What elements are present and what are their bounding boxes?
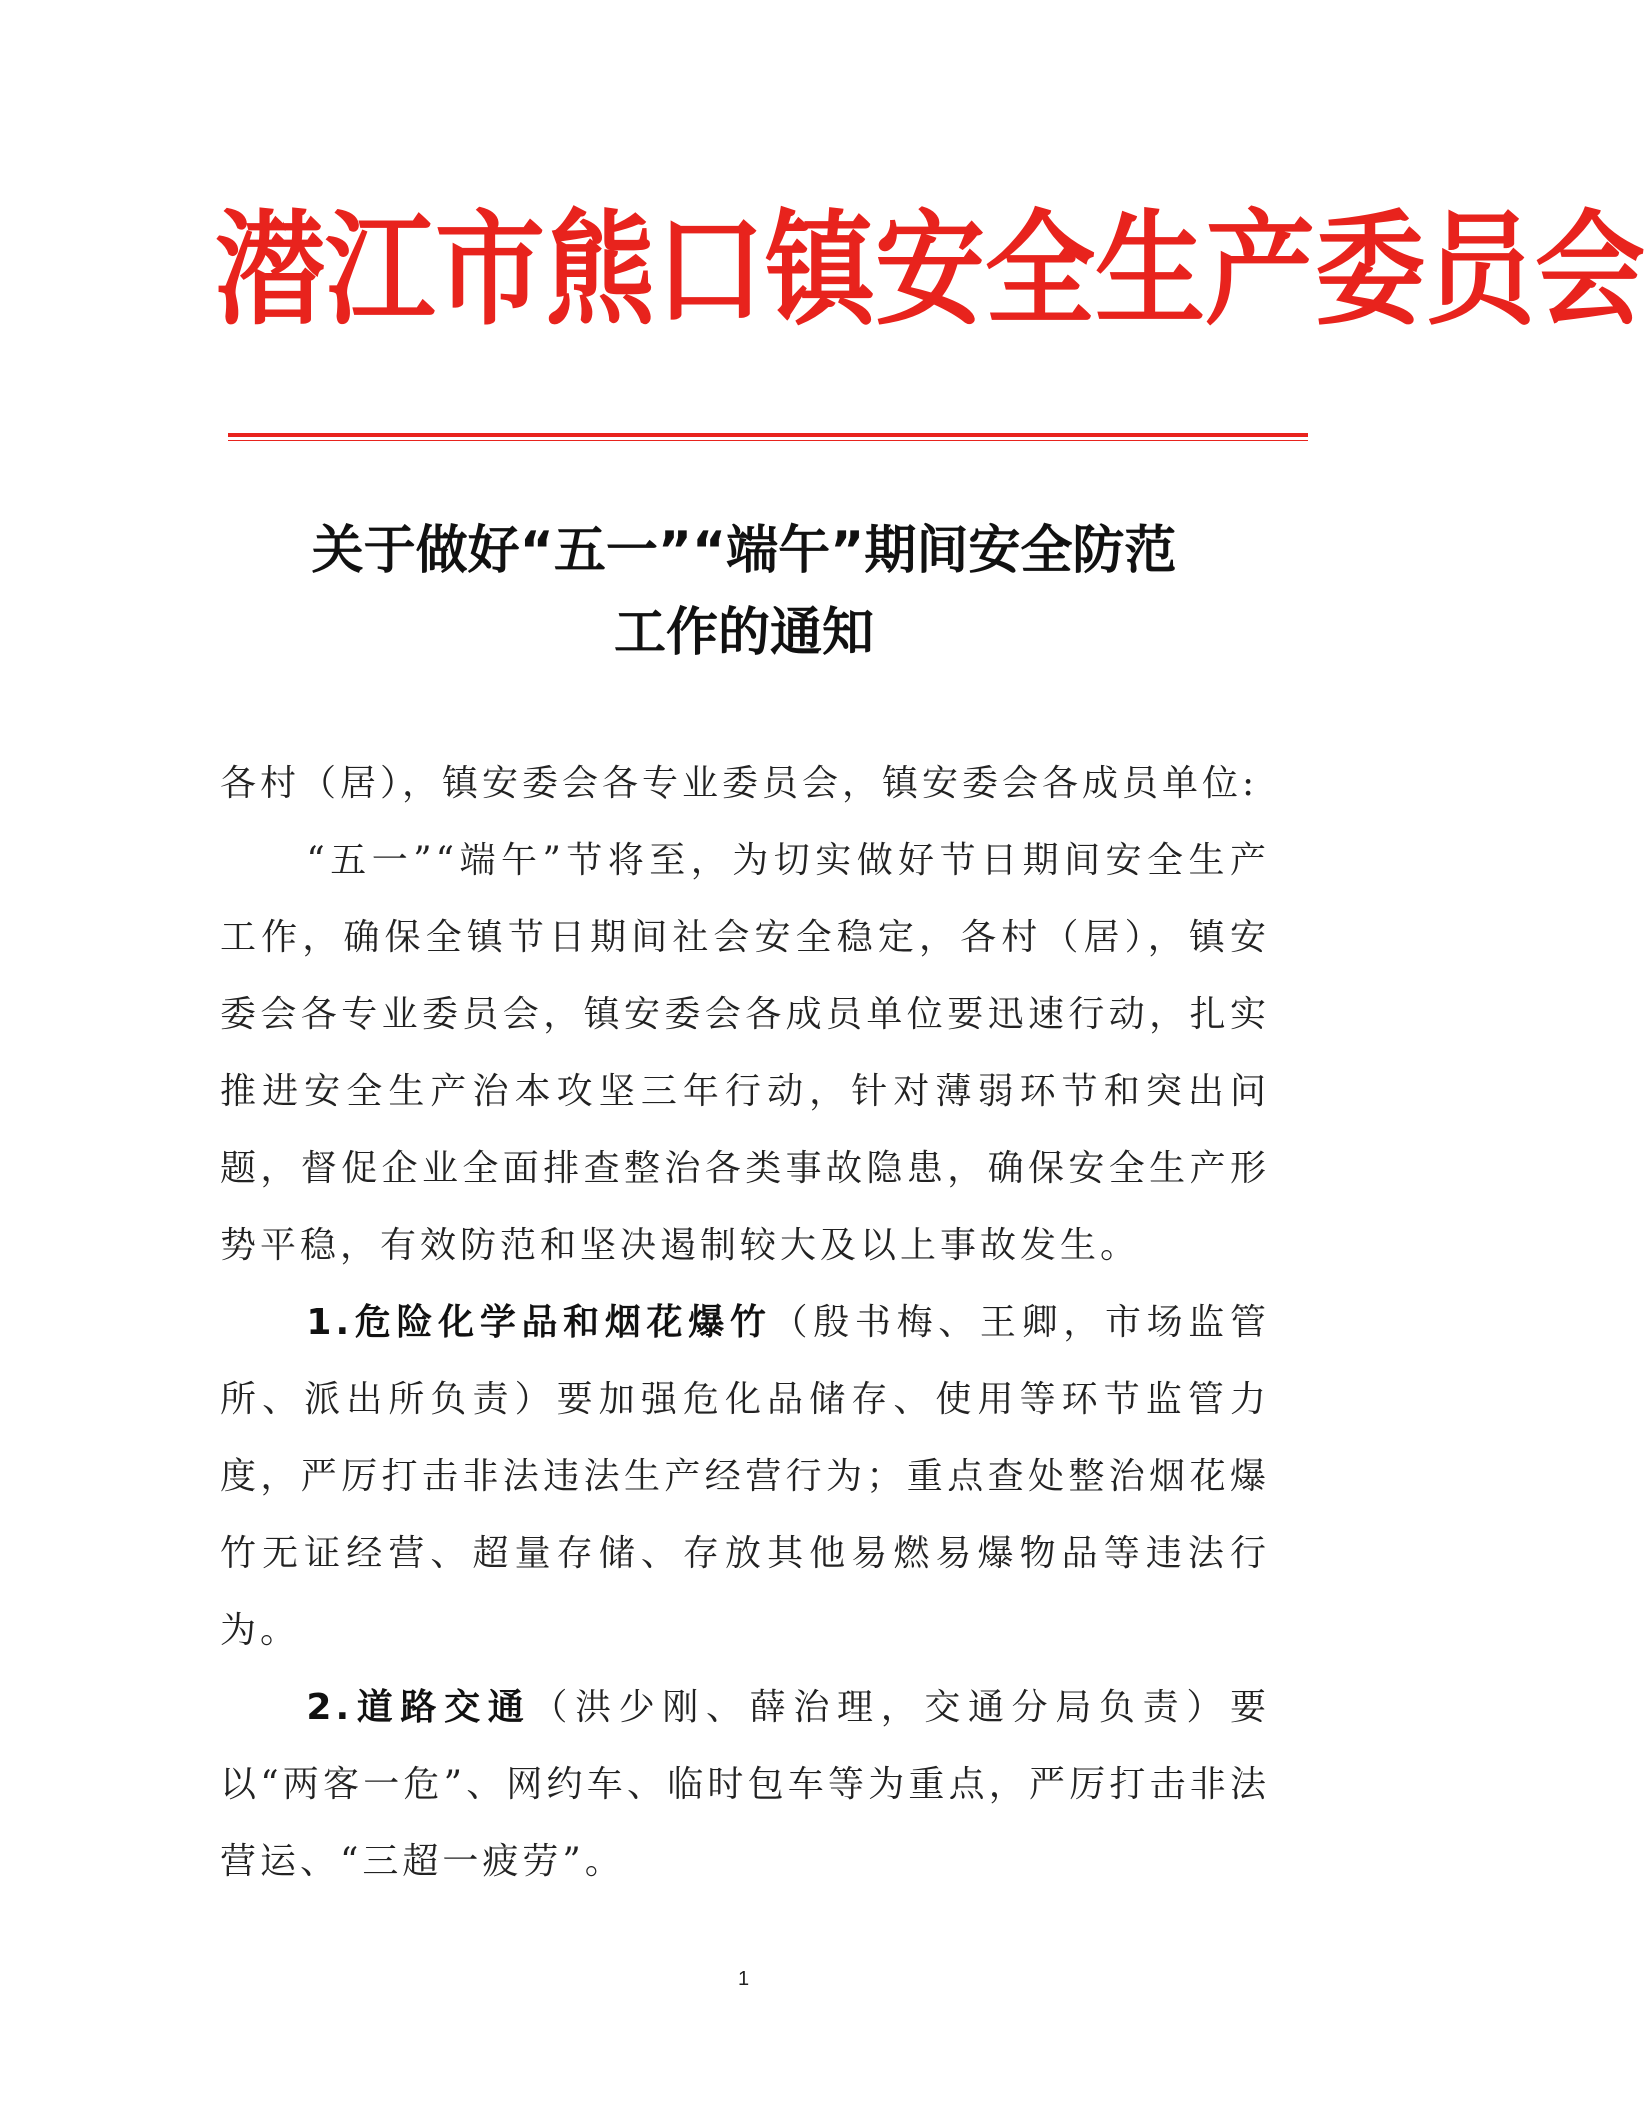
masthead-char: 熊 — [545, 197, 655, 342]
masthead-char: 全 — [985, 197, 1095, 342]
document-title-line-1: 关于做好“五一”“端午”期间安全防范 — [311, 521, 1177, 581]
page-number: 1 — [737, 1968, 750, 1990]
item-text-1: （殷书梅、王卿，市场监管所、派出所负责）要加强危化品储存、使用等环节监管力度，严厉打击非法违法生产经营行为；重点查处整治烟花爆竹无证经营、超量存储、存放其他易燃易爆物品等违法行为。 — [220, 1302, 1270, 1651]
salutation: 各村（居），镇安委会各专业委员会，镇安委会各成员单位: — [220, 763, 1259, 804]
item-text-2: （洪少刚、薛治理，交通分局负责）要以“两客一危”、网约车、临时包车等为重点，严厉打击非法营运、“三超一疲劳”。 — [220, 1687, 1270, 1882]
masthead-char: 潜 — [215, 197, 325, 342]
masthead-title — [215, 195, 1645, 345]
red-divider-line — [228, 433, 1308, 437]
masthead-char: 口 — [655, 197, 765, 342]
item-paragraph-1 — [220, 1284, 1270, 1669]
masthead-char: 产 — [1205, 197, 1315, 342]
masthead-char: 镇 — [765, 197, 875, 342]
document-body — [220, 745, 1270, 1900]
intro-paragraph: “五一”“端午”节将至，为切实做好节日期间安全生产工作，确保全镇节日期间社会安全稳定，各村（居），镇安委会各专业委员会，镇安委会各成员单位要迅速行动，扎实推进安全生产治本攻坚三年行动，针对薄弱环节和突出问题，督促企业全面排查整治各类事故隐患，确保安全生产形势平稳，有效防范和坚决遏制较大及以上事故发生。 — [220, 840, 1270, 1266]
red-divider-line-thin — [228, 440, 1308, 441]
document-title — [200, 510, 1288, 674]
masthead-char: 生 — [1095, 197, 1205, 342]
masthead-char: 委 — [1315, 197, 1425, 342]
item-paragraph-2 — [220, 1669, 1270, 1900]
masthead-char: 安 — [875, 197, 985, 342]
masthead-char: 员 — [1425, 197, 1535, 342]
item-title-2: 2.道路交通 — [306, 1687, 532, 1728]
masthead-char: 江 — [325, 197, 435, 342]
document-title-line-2: 工作的通知 — [613, 603, 874, 663]
masthead-char: 会 — [1535, 197, 1645, 342]
item-title-1: 1.危险化学品和烟花爆竹 — [306, 1302, 772, 1343]
masthead-char: 市 — [435, 197, 545, 342]
